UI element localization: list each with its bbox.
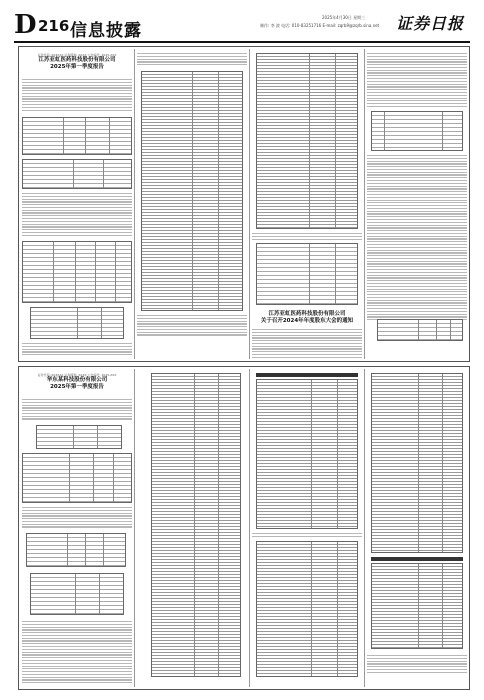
financial-table [22,117,132,155]
body-text-block [252,233,362,241]
report-title: 2025年第一季度报告 [50,384,104,390]
masthead [0,0,484,46]
shareholder-table [22,241,132,303]
table-header-bar [256,373,358,377]
body-text-block [367,155,467,322]
proxy-form-table [377,319,463,341]
company-name: 江苏亚虹医药科技股份有限公司 [268,311,346,317]
financial-table [36,425,122,449]
balance-sheet-table [141,71,243,311]
financial-table [22,159,132,189]
body-text-block [137,53,247,67]
column-4 [367,369,467,687]
column-3 [252,369,362,687]
column-2 [137,369,247,687]
security-code-line: 证券代码: 603XXX 证券简称: XXXX 公告编号: 2025-XXX [37,53,117,57]
column-4 [367,49,467,359]
newspaper-logo: 证券日报 [396,14,465,33]
company-name: 江苏亚虹医药科技股份有限公司 [38,57,116,63]
section-letter: D [14,10,37,40]
body-text-block [367,655,467,674]
body-text-block [22,343,132,357]
body-text-block [137,315,247,337]
article-header [22,373,132,391]
notice-title: 关于召开2024年年度股东大会的通知 [260,318,354,324]
security-code-line: 证券代码: 603XXX 证券简称: XXXX 公告编号: 2025-XXX [37,373,117,377]
financial-table [30,307,124,339]
page-number: 216 [38,17,70,35]
body-text-block [252,329,362,359]
column-2 [137,49,247,359]
section-title: 信息披露 [70,21,142,41]
parent-company-table [371,373,463,553]
body-text-block [367,53,467,109]
balance-sheet-table [151,373,241,677]
body-text-block [22,621,132,685]
income-statement-table [256,379,358,529]
body-text-block [22,79,132,112]
agenda-table [371,111,463,151]
body-text-block [22,193,132,238]
article-header [22,53,132,71]
bottom-announcement-panel [18,366,470,690]
column-1 [22,49,132,359]
parent-cash-flow-table [371,563,463,649]
editor-contact-line: 制作: 李 波 电话: 010-83251716 E-mail: zqrb9@zqrb.sina.net [260,23,380,28]
report-title: 2025年第一季度报告 [50,64,104,70]
column-3 [252,49,362,359]
body-text-block [22,507,132,529]
notice-header [252,311,362,325]
body-text-block [22,399,132,421]
income-statement-table [256,53,358,229]
company-name: 华东某科技股份有限公司 [46,377,108,383]
date-line: 2025年4月30日 星期三 [322,15,366,20]
cash-flow-table [256,541,358,677]
cash-flow-table [256,243,358,305]
table-header-bar [371,557,463,561]
column-1 [22,369,132,687]
top-announcement-panel [18,46,470,362]
shareholder-table [26,533,126,567]
financial-table [22,453,132,503]
masthead-rule [14,41,470,43]
body-text-block [252,533,362,539]
financial-table [30,573,124,615]
